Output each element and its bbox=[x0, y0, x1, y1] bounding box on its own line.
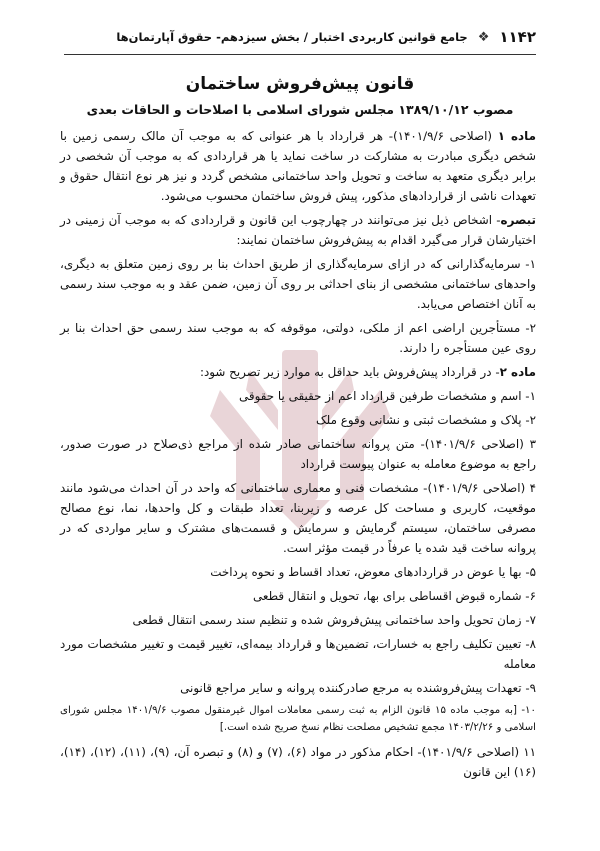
article-2-item-2: ۲- پلاک و مشخصات ثبتی و نشانی وقوع ملک bbox=[316, 413, 536, 427]
article-2-item-1: ۱- اسم و مشخصات طرفین قرارداد اعم از حقیقی یا حقوقی bbox=[239, 389, 536, 403]
article-2 bbox=[60, 362, 536, 382]
article-1 bbox=[60, 126, 536, 206]
ornament-icon: ❖ bbox=[477, 29, 490, 45]
note-label: تبصره bbox=[500, 213, 536, 227]
note-text: - اشخاص ذیل نیز می‌توانند در چهارچوب این قانون و قراردادی که به موجب آن زمینی در اختیارشان قرار می‌گیرد اقدام به پیش‌فروش ساختمان نمایند: bbox=[60, 213, 536, 247]
article-1-text: (اصلاحی ۱۴۰۱/۹/۶)- هر قرارداد با هر عنوانی که به موجب آن مالک رسمی زمین با شخص دیگری مبادرت به مشارکت در ساخت نماید یا هر قراردادی که به موجب آن شخصی در برابر دیگری متعهد به ساخت و تحویل واحد ساختمانی مشخص گردد و نیز هر نوع انتقال حقوق و تعهدات ناشی از قراردادهای مذکور، پیش فروش ساختمان محسوب می‌شود. bbox=[60, 129, 536, 203]
law-body bbox=[60, 126, 536, 786]
running-title: جامع قوانین کاربردی اختبار / بخش سیزدهم- حقوق آپارتمان‌ها bbox=[116, 30, 468, 44]
article-1-label: ماده ۱ bbox=[497, 129, 536, 143]
article-2-item-6: ۶- شماره قبوض اقساطی برای بها، تحویل و انتقال قطعی bbox=[253, 589, 536, 603]
article-2-item-11: ۱۱ (اصلاحی ۱۴۰۱/۹/۶)- احکام مذکور در مواد (۶)، (۷) و (۸) و تبصره آن، (۹)، (۱۱)، (۱۲)، (۱۴)، (۱۶) این قانون bbox=[60, 745, 536, 779]
article-2-item-3: ۳ (اصلاحی ۱۴۰۱/۹/۶)- متن پروانه ساختمانی صادر شده از مراجع ذی‌صلاح در صورت صدور، راجع به موضوع معامله به عنوان پیوست قرارداد bbox=[60, 437, 536, 471]
running-header bbox=[64, 20, 536, 55]
article-2-item-7: ۷- زمان تحویل واحد ساختمانی پیش‌فروش شده و تنظیم سند رسمی انتقال قطعی bbox=[132, 613, 536, 627]
page-number: ۱۱۴۲ bbox=[499, 28, 536, 46]
article-2-item-4: ۴ (اصلاحی ۱۴۰۱/۹/۶)- مشخصات فنی و معماری ساختمانی که واحد در آن احداث می‌شود مانند موقعیت، کاربری و مساحت کل عرصه و زیربنا، تعداد طبقات و کل واحدها، نما، نوع مصالح مصرفی ساختمان، سیستم گرمایش و سرمایش و قسمت‌های مشترک و سایر مواردی که در پروانه ساخت قید شده یا عرفاً در قیمت مؤثر است. bbox=[60, 481, 536, 555]
article-2-item-8: ۸- تعیین تکلیف راجع به خسارات، تضمین‌ها و قرارداد بیمه‌ای، تغییر قیمت و تغییر مشخصات مورد معامله bbox=[60, 637, 536, 671]
note-item-1: ۱- سرمایه‌گذارانی که در ازای سرمایه‌گذاری از طریق احداث بنا بر روی زمین متعلق به دیگری، واحدهای ساختمانی مشخصی از بنای احداثی بر روی آن زمین، ضمن عقد و به موجب سند رسمی به آنان اختصاص می‌یابد. bbox=[60, 257, 536, 311]
article-2-label: ماده ۲ bbox=[499, 365, 536, 379]
law-title: قانون پیش‌فروش ساختمان bbox=[185, 74, 415, 94]
law-subtitle: مصوب ۱۳۸۹/۱۰/۱۲ مجلس شورای اسلامی با اصلاحات و الحاقات بعدی bbox=[86, 102, 514, 117]
article-2-item-10: ۱۰- [به موجب ماده ۱۵ قانون الزام به ثبت رسمی معاملات اموال غیرمنقول مصوب ۱۴۰۱/۹/۶ مجلس شورای اسلامی و ۱۴۰۳/۲/۲۶ مجمع تشخیص مصلحت نظام نسخ صریح شده است.] bbox=[60, 705, 536, 733]
article-2-item-5: ۵- بها یا عوض در قراردادهای معوض، تعداد اقساط و نحوه پرداخت bbox=[210, 565, 536, 579]
article-2-text: - در قرارداد پیش‌فروش باید حداقل به موارد زیر تصریح شود: bbox=[199, 365, 500, 379]
note-item-2: ۲- مستأجرین اراضی اعم از ملکی، دولتی، موقوفه که به موجب سند رسمی حق احداث بنا بر روی عین مستأجره را دارند. bbox=[60, 321, 536, 355]
article-2-item-9: ۹- تعهدات پیش‌فروشنده به مرجع صادرکننده پروانه و سایر مراجع قانونی bbox=[180, 681, 536, 695]
note bbox=[60, 210, 536, 250]
